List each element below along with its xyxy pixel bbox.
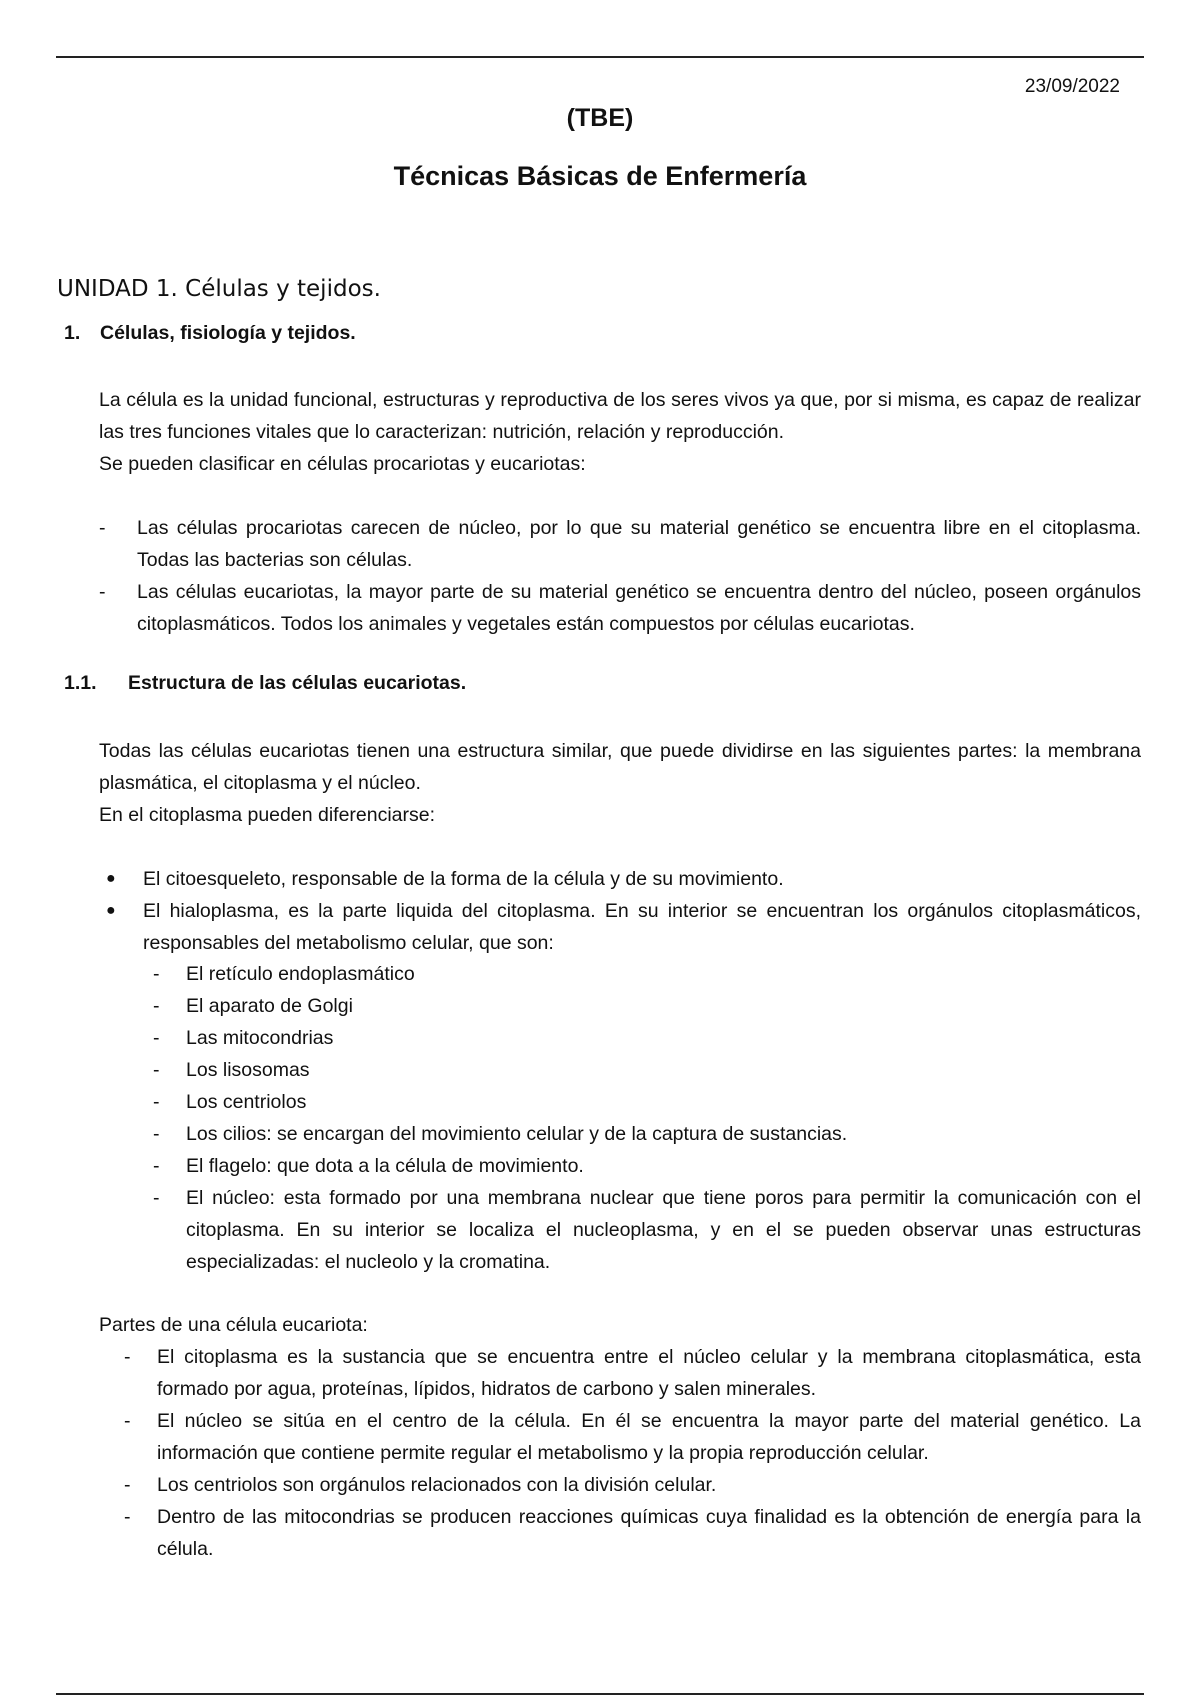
section-1-heading <box>64 322 356 345</box>
bullet-marker: ● <box>106 902 116 919</box>
bullet-marker: ● <box>106 870 116 887</box>
document-date: 23/09/2022 <box>1024 76 1120 97</box>
dash-marker: - <box>153 995 160 1017</box>
section-1-paragraph: La célula es la unidad funcional, estructuras y reproductiva de los seres vivos ya que, por si misma, es capaz de realizar las tres funciones vitales que lo caracterizan: nutrición, relación y reproducción. <box>99 389 1141 443</box>
dash-marker: - <box>124 1410 131 1432</box>
dash-marker: - <box>124 1474 131 1496</box>
dash-marker: - <box>153 1091 160 1113</box>
section-1-title: Células, fisiología y tejidos. <box>100 322 356 344</box>
section-1-1-paragraph: Todas las células eucariotas tienen una estructura similar, que puede dividirse en las siguientes partes: la membrana plasmática, el citoplasma y el núcleo. <box>99 740 1141 794</box>
dash-marker: - <box>153 1027 160 1049</box>
parts-intro: Partes de una célula eucariota: <box>99 1314 368 1336</box>
dash-marker: - <box>153 1187 160 1209</box>
top-rule <box>56 56 1144 58</box>
section-1-paragraph: Se pueden clasificar en células procariotas y eucariotas: <box>99 453 586 475</box>
dash-marker: - <box>124 1346 131 1368</box>
dash-marker: - <box>99 581 106 603</box>
unit-heading: UNIDAD 1. Células y tejidos. <box>57 276 381 302</box>
document-acronym: (TBE) <box>566 104 634 132</box>
section-1-body <box>99 384 1141 480</box>
section-1-number: 1. <box>64 322 81 344</box>
bottom-rule <box>56 1693 1144 1695</box>
document-title: Técnicas Básicas de Enfermería <box>393 161 807 191</box>
section-1-1-heading <box>64 672 466 695</box>
dash-marker: - <box>124 1506 131 1528</box>
dash-marker: - <box>153 1059 160 1081</box>
dash-marker: - <box>153 1155 160 1177</box>
dash-marker: - <box>99 517 106 539</box>
section-1-1-body <box>99 735 1141 831</box>
section-1-1-title: Estructura de las células eucariotas. <box>128 672 467 694</box>
dash-marker: - <box>153 1123 160 1145</box>
section-1-1-number: 1.1. <box>64 672 97 694</box>
section-1-1-paragraph: En el citoplasma pueden diferenciarse: <box>99 804 436 826</box>
dash-marker: - <box>153 963 160 985</box>
